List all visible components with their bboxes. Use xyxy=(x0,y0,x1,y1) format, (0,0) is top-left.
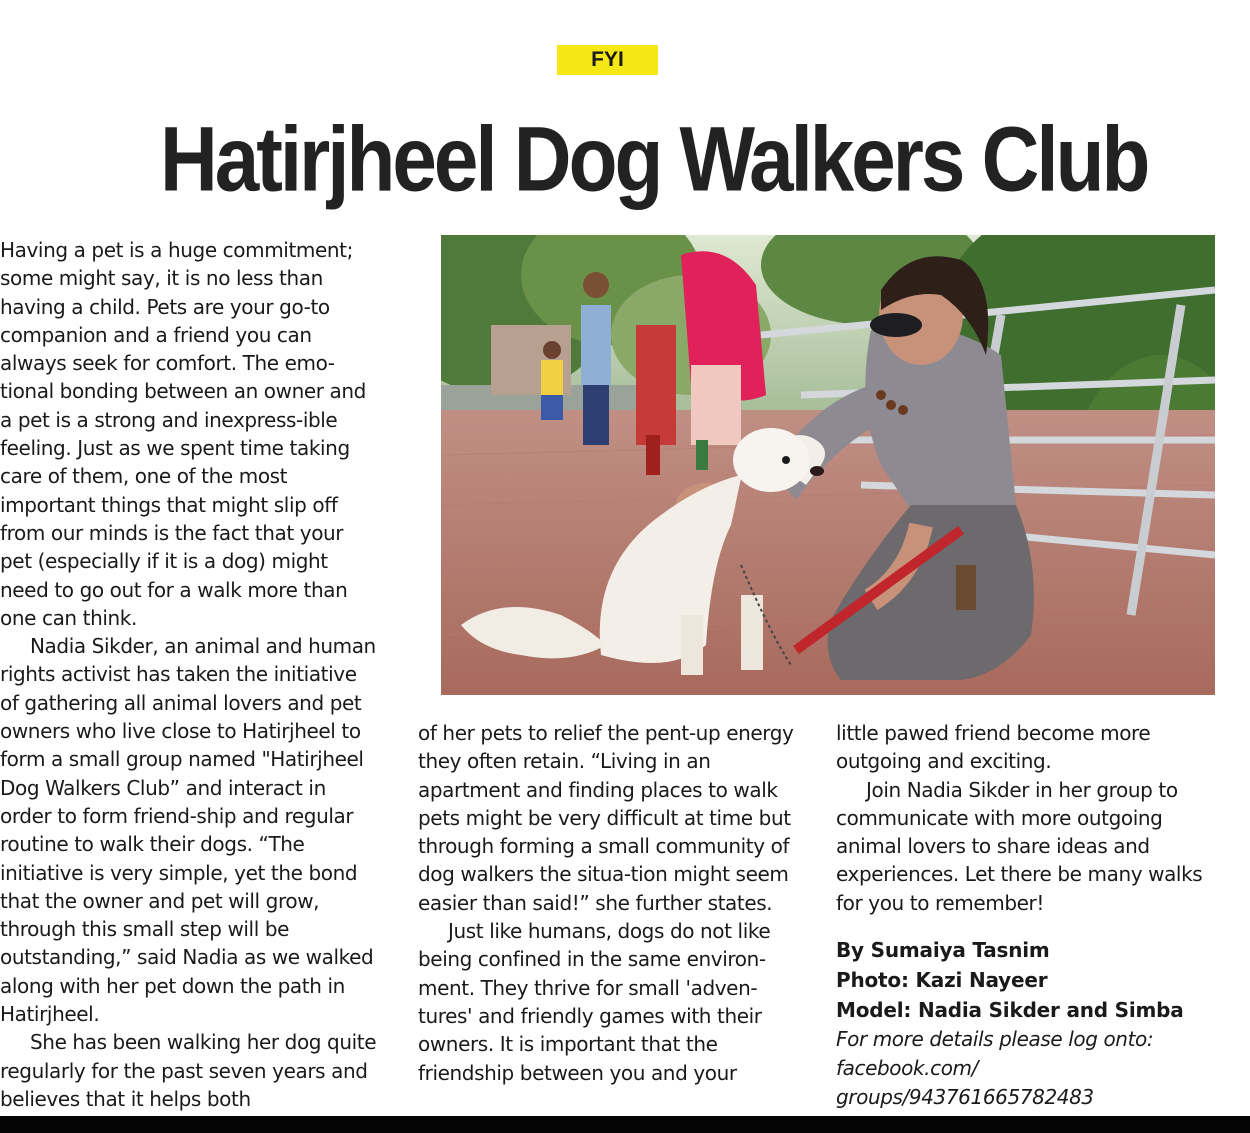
more-details xyxy=(836,1025,1231,1112)
headline: Hatirjheel Dog Walkers Club xyxy=(160,107,1148,210)
more-details-line: facebook.com/ xyxy=(836,1056,978,1081)
paragraph: of her pets to relief the pent-up energy they often retain. “Living in an apartment and finding places to walk pets might be very difficult at time but through forming a small community of dog walkers the situa-tion might seem easier than said!” she further states. xyxy=(418,721,794,915)
paragraph: Join Nadia Sikder in her group to communicate with more outgoing animal lovers to share ideas and experiences. Let there be many walks for you to remember! xyxy=(836,777,1203,915)
paragraph: little pawed friend become more outgoing and exciting. xyxy=(836,721,1151,774)
more-details-line: For more details please log onto: xyxy=(836,1027,1154,1052)
model-credit: Model: Nadia Sikder and Simba xyxy=(836,998,1184,1023)
more-details-link: groups/943761665782483 xyxy=(836,1085,1094,1110)
author-credit: By Sumaiya Tasnim xyxy=(836,938,1050,963)
section-tag: FYI xyxy=(557,45,658,75)
photo-credit: Photo: Kazi Nayeer xyxy=(836,968,1048,993)
credits xyxy=(836,935,1231,1025)
photo-illustration xyxy=(441,235,1215,695)
paragraph: Just like humans, dogs do not like being confined in the same environ-ment. They thrive for small 'adven-tures' and friendly games with their owners. It is important that the friendship between you and your xyxy=(418,919,771,1085)
paragraph: She has been walking her dog quite regularly for the past seven years and believes that it helps both xyxy=(0,1030,377,1111)
article-column-2 xyxy=(418,719,798,1087)
paragraph: Having a pet is a huge commitment; some might say, it is no less than having a child. Pets are your go-to companion and a friend you can always seek for comfort. The emo-tional bonding between an owner and a pet is a strong and inexpress-ible feeling. Just as we spent time taking care of them, one of the most important things that might slip off from our minds is the fact that your pet (especially if it is a dog) might need to go out for a walk more than one can think. xyxy=(0,238,366,630)
article-column-3 xyxy=(836,719,1231,1112)
article-photo xyxy=(441,235,1215,695)
paragraph: Nadia Sikder, an animal and human rights activist has taken the initiative of gathering all animal lovers and pet owners who live close to Hatirjheel to form a small group named "Hatirjheel Dog Walkers Club” and interact in order to form friend-ship and regular routine to walk their dogs. “The initiative is very simple, yet the bond that the owner and pet will grow, through this small step will be outstanding,” said Nadia as we walked along with her pet down the path in Hatirjheel. xyxy=(0,634,376,1027)
article-column-1 xyxy=(0,236,380,1113)
bottom-edge-bar xyxy=(0,1116,1250,1133)
